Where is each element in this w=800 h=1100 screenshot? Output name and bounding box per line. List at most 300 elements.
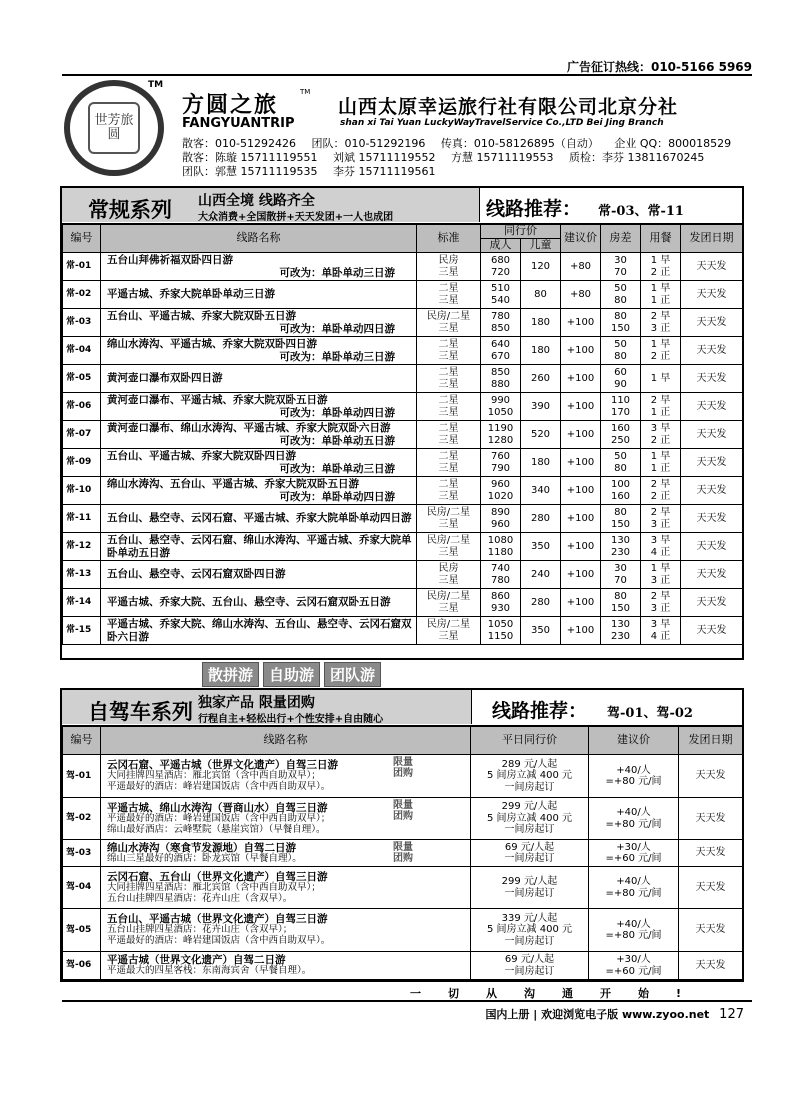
route-room-diff xyxy=(601,449,641,477)
route-child-price: 520 xyxy=(521,421,561,449)
route-room-diff xyxy=(601,281,641,309)
col-route-name: 线路名称 xyxy=(101,225,417,253)
route-adult-price xyxy=(481,617,521,645)
drive-price xyxy=(471,867,589,909)
drive-name-cell xyxy=(101,840,471,867)
drive-suggest-line: =+80 元/间 xyxy=(605,887,662,899)
drive-suggest-line: +40/人 xyxy=(616,764,651,776)
selfdrive-series-subslogan: 行程自主+轻松出行+个性安排+自由随心 xyxy=(198,714,384,725)
route-adult-price xyxy=(481,281,521,309)
drive-name-cell xyxy=(101,867,471,909)
route-meal-line: 1 早 xyxy=(650,451,671,462)
route-meal-line: 2 早 xyxy=(650,507,671,518)
contact-person: 刘斌 15711119552 xyxy=(332,151,436,164)
drive-title: 云冈石窟、五台山（世界文化遗产）自驾三日游 xyxy=(107,870,328,883)
regular-routes-table xyxy=(62,224,743,645)
route-meal xyxy=(641,253,681,281)
route-room-diff-line: 100 xyxy=(610,479,631,490)
contact-line-group xyxy=(182,163,447,179)
route-name: 黄河壶口瀑布、绵山水涛沟、平遥古城、乔家大院双卧六日游 xyxy=(107,422,391,435)
route-standard-line: 三星 xyxy=(438,350,459,362)
route-adult-price-line: 1150 xyxy=(487,630,514,642)
table-row xyxy=(63,253,743,281)
route-room-diff-line: 50 xyxy=(614,283,627,294)
route-suggest-price: +100 xyxy=(561,561,601,589)
route-depart: 天天发 xyxy=(681,589,743,617)
brand-logo xyxy=(64,80,164,176)
table-row xyxy=(63,952,743,980)
limited-groupbuy-text: 限量 xyxy=(393,757,413,768)
route-room-diff xyxy=(601,309,641,337)
selfdrive-series-slogan: 独家产品 限量团购 xyxy=(198,695,315,711)
drive-depart: 天天发 xyxy=(679,909,743,952)
route-room-diff xyxy=(601,365,641,393)
route-room-diff xyxy=(601,421,641,449)
route-name: 五台山、悬空寺、云冈石窟、平遥古城、乔家大院单卧单动四日游 xyxy=(107,512,412,525)
route-standard-line: 三星 xyxy=(438,574,459,586)
drive-price xyxy=(471,840,589,867)
table-row xyxy=(63,561,743,589)
drive-depart: 天天发 xyxy=(679,840,743,867)
drive-name-cell xyxy=(101,952,471,980)
route-room-diff-line: 30 xyxy=(614,563,627,574)
route-depart: 天天发 xyxy=(681,365,743,393)
drive-hotel: 绵山三星最好的酒店：卧龙宾馆（早餐自理）。 xyxy=(107,852,302,864)
col-weekday-price: 平日同行价 xyxy=(471,727,589,755)
route-adult-price-line: 740 xyxy=(490,563,511,574)
drive-hotel: 绵山最好酒店：云峰墅院（悬崖宾馆）（早餐自理）。 xyxy=(107,823,326,835)
route-name: 五台山拜佛祈福双卧四日游 xyxy=(107,254,233,267)
route-room-diff-line: 170 xyxy=(610,406,631,418)
col-route-name: 线路名称 xyxy=(101,727,471,755)
route-adult-price xyxy=(481,365,521,393)
table-row xyxy=(63,867,743,909)
route-name: 黄河壶口瀑布、平遥古城、乔家大院双卧五日游 xyxy=(107,394,328,407)
route-adult-price xyxy=(481,393,521,421)
regular-series-subslogan: 大众消费+全国散拼+天天发团+一人也成团 xyxy=(198,212,394,223)
route-code: 常-11 xyxy=(63,505,101,533)
route-name-cell xyxy=(101,561,417,589)
table-row xyxy=(63,505,743,533)
route-name: 平遥古城、乔家大院、绵山水涛沟、五台山、悬空寺、云冈石窟双卧六日游 xyxy=(107,618,412,643)
route-name: 五台山、平遥古城、乔家大院双卧五日游 xyxy=(107,310,296,323)
route-meal xyxy=(641,561,681,589)
route-meal xyxy=(641,281,681,309)
route-alternative: 可改为：单卧单动三日游 xyxy=(279,266,395,279)
route-adult-price-line: 880 xyxy=(490,378,511,390)
drive-suggest xyxy=(589,909,679,952)
travel-type-tags xyxy=(202,662,381,687)
route-name: 平遥古城、乔家大院单卧单动三日游 xyxy=(107,288,275,301)
route-adult-price-line: 720 xyxy=(490,266,511,278)
drive-price xyxy=(471,755,589,798)
route-suggest-price: +100 xyxy=(561,309,601,337)
drive-hotel: 平遥最好的酒店：峰岩建国饭店（含中西自助双早）； xyxy=(107,812,331,824)
table-row xyxy=(63,393,743,421)
drive-name-cell xyxy=(101,909,471,952)
contact-person: 散客：陈璇 15711119551 xyxy=(182,151,318,164)
route-suggest-price: +80 xyxy=(561,281,601,309)
route-meal-line: 3 早 xyxy=(650,535,671,546)
selfdrive-routes-table xyxy=(62,726,743,980)
route-room-diff-line: 90 xyxy=(614,378,627,390)
route-meal-line: 2 早 xyxy=(650,395,671,406)
route-standard-line: 三星 xyxy=(438,434,459,446)
regular-series-slogan: 山西全境 线路齐全 xyxy=(198,193,315,209)
col-room-diff: 房差 xyxy=(601,225,641,253)
route-room-diff-line: 80 xyxy=(614,591,627,602)
selfdrive-series-section xyxy=(60,688,744,982)
route-child-price: 180 xyxy=(521,309,561,337)
drive-price-line: 一间房起订 xyxy=(504,781,555,793)
route-standard-line: 二星 xyxy=(438,367,459,378)
route-standard-line: 二星 xyxy=(438,395,459,406)
route-adult-price-line: 1080 xyxy=(487,535,514,546)
col-adult: 成人 xyxy=(481,239,521,253)
route-meal xyxy=(641,617,681,645)
drive-price xyxy=(471,952,589,980)
route-suggest-price: +100 xyxy=(561,421,601,449)
route-standard-line: 民房/二星 xyxy=(426,311,471,322)
drive-hotel: 五台山挂牌四星酒店：花卉山庄（含双早）。 xyxy=(107,892,293,904)
route-depart: 天天发 xyxy=(681,421,743,449)
route-child-price: 180 xyxy=(521,449,561,477)
route-name-cell xyxy=(101,309,417,337)
route-name-cell xyxy=(101,365,417,393)
route-code: 常-01 xyxy=(63,253,101,281)
drive-price-line: 一间房起订 xyxy=(504,824,555,836)
route-adult-price-line: 960 xyxy=(490,518,511,530)
drive-suggest-line: +40/人 xyxy=(616,807,651,818)
brand-tm: TM xyxy=(300,88,311,96)
brand-name-cn: 方圆之旅 xyxy=(182,92,279,118)
limited-groupbuy-text: 团购 xyxy=(393,811,413,822)
drive-title: 平遥古城、绵山水涛沟（晋商山水）自驾三日游 xyxy=(107,801,328,814)
route-recommend-value: 常-03、常-11 xyxy=(598,204,684,219)
drive-depart: 天天发 xyxy=(679,867,743,909)
route-adult-price xyxy=(481,309,521,337)
route-name: 五台山、悬空寺、云冈石窟、绵山水涛沟、平遥古城、乔家大院单卧单动五日游 xyxy=(107,534,412,559)
route-depart: 天天发 xyxy=(681,393,743,421)
drive-price-line: 5 间房立减 400 元 xyxy=(487,812,572,824)
page-number: 127 xyxy=(719,1007,744,1022)
footer-website: 国内上册 | 欢迎浏览电子版 www.zyoo.net xyxy=(485,1008,710,1021)
route-meal xyxy=(641,449,681,477)
drive-hotel: 五台山挂牌四星酒店：花卉山庄（含双早）； xyxy=(107,924,293,936)
route-adult-price-line: 790 xyxy=(490,462,511,474)
route-standard-line: 二星 xyxy=(438,339,459,350)
route-name-cell xyxy=(101,477,417,505)
company-name-cn: 山西太原幸运旅行社有限公司北京分社 xyxy=(338,96,679,118)
route-standard xyxy=(417,365,481,393)
limited-groupbuy-text: 限量 xyxy=(393,800,413,811)
route-alternative: 可改为：单卧单动五日游 xyxy=(279,434,395,447)
route-adult-price-line: 680 xyxy=(490,255,511,266)
route-adult-price xyxy=(481,337,521,365)
selfdrive-recommend-value: 驾-01、驾-02 xyxy=(607,706,693,721)
route-room-diff-line: 50 xyxy=(614,339,627,350)
contact-qq: 企业 QQ：800018529 xyxy=(614,137,732,150)
route-name: 五台山、悬空寺、云冈石窟双卧四日游 xyxy=(107,568,286,581)
route-adult-price-line: 860 xyxy=(490,591,511,602)
route-room-diff xyxy=(601,533,641,561)
route-room-diff-line: 50 xyxy=(614,451,627,462)
route-suggest-price: +100 xyxy=(561,533,601,561)
drive-price-line: 一间房起订 xyxy=(504,965,555,977)
drive-suggest-line: +30/人 xyxy=(616,954,651,965)
route-standard-line: 民房/二星 xyxy=(426,507,471,518)
top-divider xyxy=(62,74,752,76)
drive-suggest xyxy=(589,840,679,867)
route-room-diff-line: 160 xyxy=(610,423,631,434)
limited-groupbuy-badge xyxy=(393,842,413,864)
route-suggest-price: +100 xyxy=(561,449,601,477)
route-standard-line: 二星 xyxy=(438,479,459,490)
route-adult-price-line: 850 xyxy=(490,367,511,378)
route-child-price: 280 xyxy=(521,505,561,533)
drive-price-line: 5 间房立减 400 元 xyxy=(487,770,572,782)
route-meal-line: 3 正 xyxy=(650,602,671,614)
route-suggest-price: +100 xyxy=(561,365,601,393)
route-meal xyxy=(641,337,681,365)
route-adult-price xyxy=(481,533,521,561)
tag-scattered: 散拼游 xyxy=(202,662,259,687)
route-meal-line: 1 早 xyxy=(650,255,671,266)
route-standard-line: 三星 xyxy=(438,490,459,502)
col-code: 编号 xyxy=(63,727,101,755)
route-standard xyxy=(417,281,481,309)
route-name-cell xyxy=(101,449,417,477)
route-standard-line: 民房/二星 xyxy=(426,619,471,630)
route-adult-price-line: 890 xyxy=(490,507,511,518)
drive-suggest xyxy=(589,867,679,909)
drive-price xyxy=(471,798,589,840)
route-room-diff xyxy=(601,337,641,365)
route-standard xyxy=(417,253,481,281)
table-row xyxy=(63,309,743,337)
route-depart: 天天发 xyxy=(681,449,743,477)
ad-hotline: 广告征订热线：010-5166 5969 xyxy=(566,60,752,74)
table-row xyxy=(63,798,743,840)
route-alternative: 可改为：单卧单动四日游 xyxy=(279,490,395,503)
drive-suggest-line: =+80 元/间 xyxy=(605,930,662,941)
route-depart: 天天发 xyxy=(681,253,743,281)
drive-price-line: 299 元/人起 xyxy=(501,876,558,887)
route-name-cell xyxy=(101,253,417,281)
drive-price-line: 339 元/人起 xyxy=(501,912,558,924)
route-child-price: 180 xyxy=(521,337,561,365)
route-child-price: 340 xyxy=(521,477,561,505)
route-depart: 天天发 xyxy=(681,337,743,365)
route-name: 绵山水涛沟、平遥古城、乔家大院双卧四日游 xyxy=(107,338,317,351)
route-suggest-price: +100 xyxy=(561,393,601,421)
drive-price-line: 5 间房立减 400 元 xyxy=(487,924,572,936)
route-room-diff-line: 130 xyxy=(610,619,631,630)
route-meal-line: 4 正 xyxy=(650,546,671,558)
route-code: 常-12 xyxy=(63,533,101,561)
table-row xyxy=(63,589,743,617)
route-standard-line: 二星 xyxy=(438,423,459,434)
route-suggest-price: +80 xyxy=(561,253,601,281)
route-child-price: 350 xyxy=(521,533,561,561)
route-suggest-price: +100 xyxy=(561,589,601,617)
route-room-diff-line: 80 xyxy=(614,350,627,362)
drive-title: 平遥古城（世界文化遗产）自驾二日游 xyxy=(107,954,286,966)
contact-phone-group: 团队：010-51292196 xyxy=(311,137,426,150)
route-standard xyxy=(417,449,481,477)
route-standard xyxy=(417,421,481,449)
route-child-price: 240 xyxy=(521,561,561,589)
route-adult-price xyxy=(481,449,521,477)
selfdrive-series-title: 自驾车系列 xyxy=(88,700,193,724)
route-code: 常-06 xyxy=(63,393,101,421)
route-code: 常-04 xyxy=(63,337,101,365)
route-meal-line: 2 正 xyxy=(650,434,671,446)
drive-code: 驾-01 xyxy=(63,755,101,798)
route-meal-line: 1 早 xyxy=(650,283,671,294)
route-recommend-label: 线路推荐： xyxy=(486,198,582,220)
limited-groupbuy-text: 团购 xyxy=(393,768,413,779)
route-standard xyxy=(417,561,481,589)
col-depart: 发团日期 xyxy=(681,225,743,253)
drive-suggest xyxy=(589,798,679,840)
route-room-diff xyxy=(601,617,641,645)
route-room-diff-line: 150 xyxy=(610,322,631,334)
route-meal-line: 1 早 xyxy=(650,372,671,384)
route-standard xyxy=(417,477,481,505)
route-child-price: 80 xyxy=(521,281,561,309)
route-code: 常-15 xyxy=(63,617,101,645)
route-room-diff-line: 230 xyxy=(610,630,631,642)
route-name-cell xyxy=(101,393,417,421)
col-meal: 用餐 xyxy=(641,225,681,253)
drive-hotel: 平遥最大的四星客栈：东南海宾舍（早餐自理）。 xyxy=(107,965,312,977)
route-adult-price-line: 780 xyxy=(490,574,511,586)
route-adult-price xyxy=(481,477,521,505)
route-room-diff-line: 70 xyxy=(614,266,627,278)
route-meal xyxy=(641,477,681,505)
route-meal-line: 3 早 xyxy=(650,619,671,630)
drive-price-line: 一间房起订 xyxy=(504,853,555,864)
route-suggest-price: +100 xyxy=(561,337,601,365)
route-depart: 天天发 xyxy=(681,617,743,645)
route-room-diff-line: 80 xyxy=(614,294,627,306)
route-standard-line: 三星 xyxy=(438,266,459,278)
route-standard xyxy=(417,309,481,337)
limited-groupbuy-text: 团购 xyxy=(393,853,413,864)
drive-code: 驾-05 xyxy=(63,909,101,952)
route-adult-price-line: 930 xyxy=(490,602,511,614)
table-row xyxy=(63,909,743,952)
route-adult-price-line: 1020 xyxy=(487,490,514,502)
tag-group: 团队游 xyxy=(324,662,381,687)
drive-price-line: 一间房起订 xyxy=(504,935,555,947)
table-row xyxy=(63,365,743,393)
table-row xyxy=(63,281,743,309)
route-meal-line: 2 早 xyxy=(650,479,671,490)
col-child: 儿童 xyxy=(521,239,561,253)
bottom-divider xyxy=(62,1000,752,1002)
route-name-cell xyxy=(101,505,417,533)
route-code: 常-05 xyxy=(63,365,101,393)
limited-groupbuy-text: 限量 xyxy=(393,842,413,853)
col-suggest-price: 建议价 xyxy=(561,225,601,253)
drive-price-line: 289 元/人起 xyxy=(501,758,558,770)
route-name-cell xyxy=(101,281,417,309)
table-row xyxy=(63,449,743,477)
route-child-price: 260 xyxy=(521,365,561,393)
logo-seal: 世芳旅圆 xyxy=(88,102,140,154)
route-name-cell xyxy=(101,533,417,561)
route-adult-price xyxy=(481,589,521,617)
route-room-diff xyxy=(601,477,641,505)
logo-tm: TM xyxy=(148,80,164,90)
route-code: 常-14 xyxy=(63,589,101,617)
route-room-diff-line: 60 xyxy=(614,367,627,378)
route-meal-line: 3 正 xyxy=(650,518,671,530)
contact-person: 团队：郭慧 15711119535 xyxy=(182,165,318,178)
route-code: 常-13 xyxy=(63,561,101,589)
route-meal xyxy=(641,421,681,449)
route-meal-line: 2 正 xyxy=(650,350,671,362)
route-alternative: 可改为：单卧单动三日游 xyxy=(279,350,395,363)
drive-code: 驾-06 xyxy=(63,952,101,980)
route-standard-line: 三星 xyxy=(438,630,459,642)
footer-slogan: 一切从沟通开始! xyxy=(410,987,709,1000)
route-adult-price xyxy=(481,505,521,533)
contact-phone-individual: 散客：010-51292426 xyxy=(182,137,296,150)
tag-self-service: 自助游 xyxy=(263,662,320,687)
table-row xyxy=(63,840,743,867)
route-standard-line: 民房 xyxy=(438,255,459,266)
drive-hotel: 大同挂牌四星酒店：雁北宾馆（含中西自助双早）； xyxy=(107,881,321,893)
route-room-diff-line: 150 xyxy=(610,518,631,530)
route-meal-line: 1 正 xyxy=(650,462,671,474)
route-suggest-price: +100 xyxy=(561,477,601,505)
route-adult-price-line: 850 xyxy=(490,322,511,334)
drive-hotel: 平遥最好的酒店：峰岩建国饭店（含中西自助双早）。 xyxy=(107,781,331,793)
regular-series-title: 常规系列 xyxy=(88,198,172,222)
drive-name-cell xyxy=(101,755,471,798)
drive-depart: 天天发 xyxy=(679,952,743,980)
route-adult-price-line: 780 xyxy=(490,311,511,322)
route-name: 平遥古城、乔家大院、五台山、悬空寺、云冈石窟双卧五日游 xyxy=(107,596,391,609)
route-adult-price-line: 1050 xyxy=(487,406,514,418)
selfdrive-recommend-label: 线路推荐： xyxy=(492,700,588,722)
drive-code: 驾-04 xyxy=(63,867,101,909)
route-meal-line: 2 早 xyxy=(650,311,671,322)
route-code: 常-02 xyxy=(63,281,101,309)
route-adult-price-line: 640 xyxy=(490,339,511,350)
route-child-price: 390 xyxy=(521,393,561,421)
route-meal-line: 1 正 xyxy=(650,406,671,418)
route-room-diff-line: 230 xyxy=(610,546,631,558)
drive-suggest-line: =+60 元/间 xyxy=(605,853,662,864)
route-depart: 天天发 xyxy=(681,477,743,505)
route-standard-line: 三星 xyxy=(438,546,459,558)
route-standard-line: 三星 xyxy=(438,294,459,306)
route-code: 常-09 xyxy=(63,449,101,477)
route-depart: 天天发 xyxy=(681,281,743,309)
drive-suggest-line: +40/人 xyxy=(616,876,651,887)
route-name-cell xyxy=(101,421,417,449)
route-room-diff-line: 150 xyxy=(610,602,631,614)
drive-price-line: 69 元/人起 xyxy=(504,841,555,853)
route-room-diff-line: 80 xyxy=(614,311,627,322)
drive-suggest-line: +30/人 xyxy=(616,841,651,853)
route-code: 常-10 xyxy=(63,477,101,505)
route-meal-line: 1 早 xyxy=(650,339,671,350)
